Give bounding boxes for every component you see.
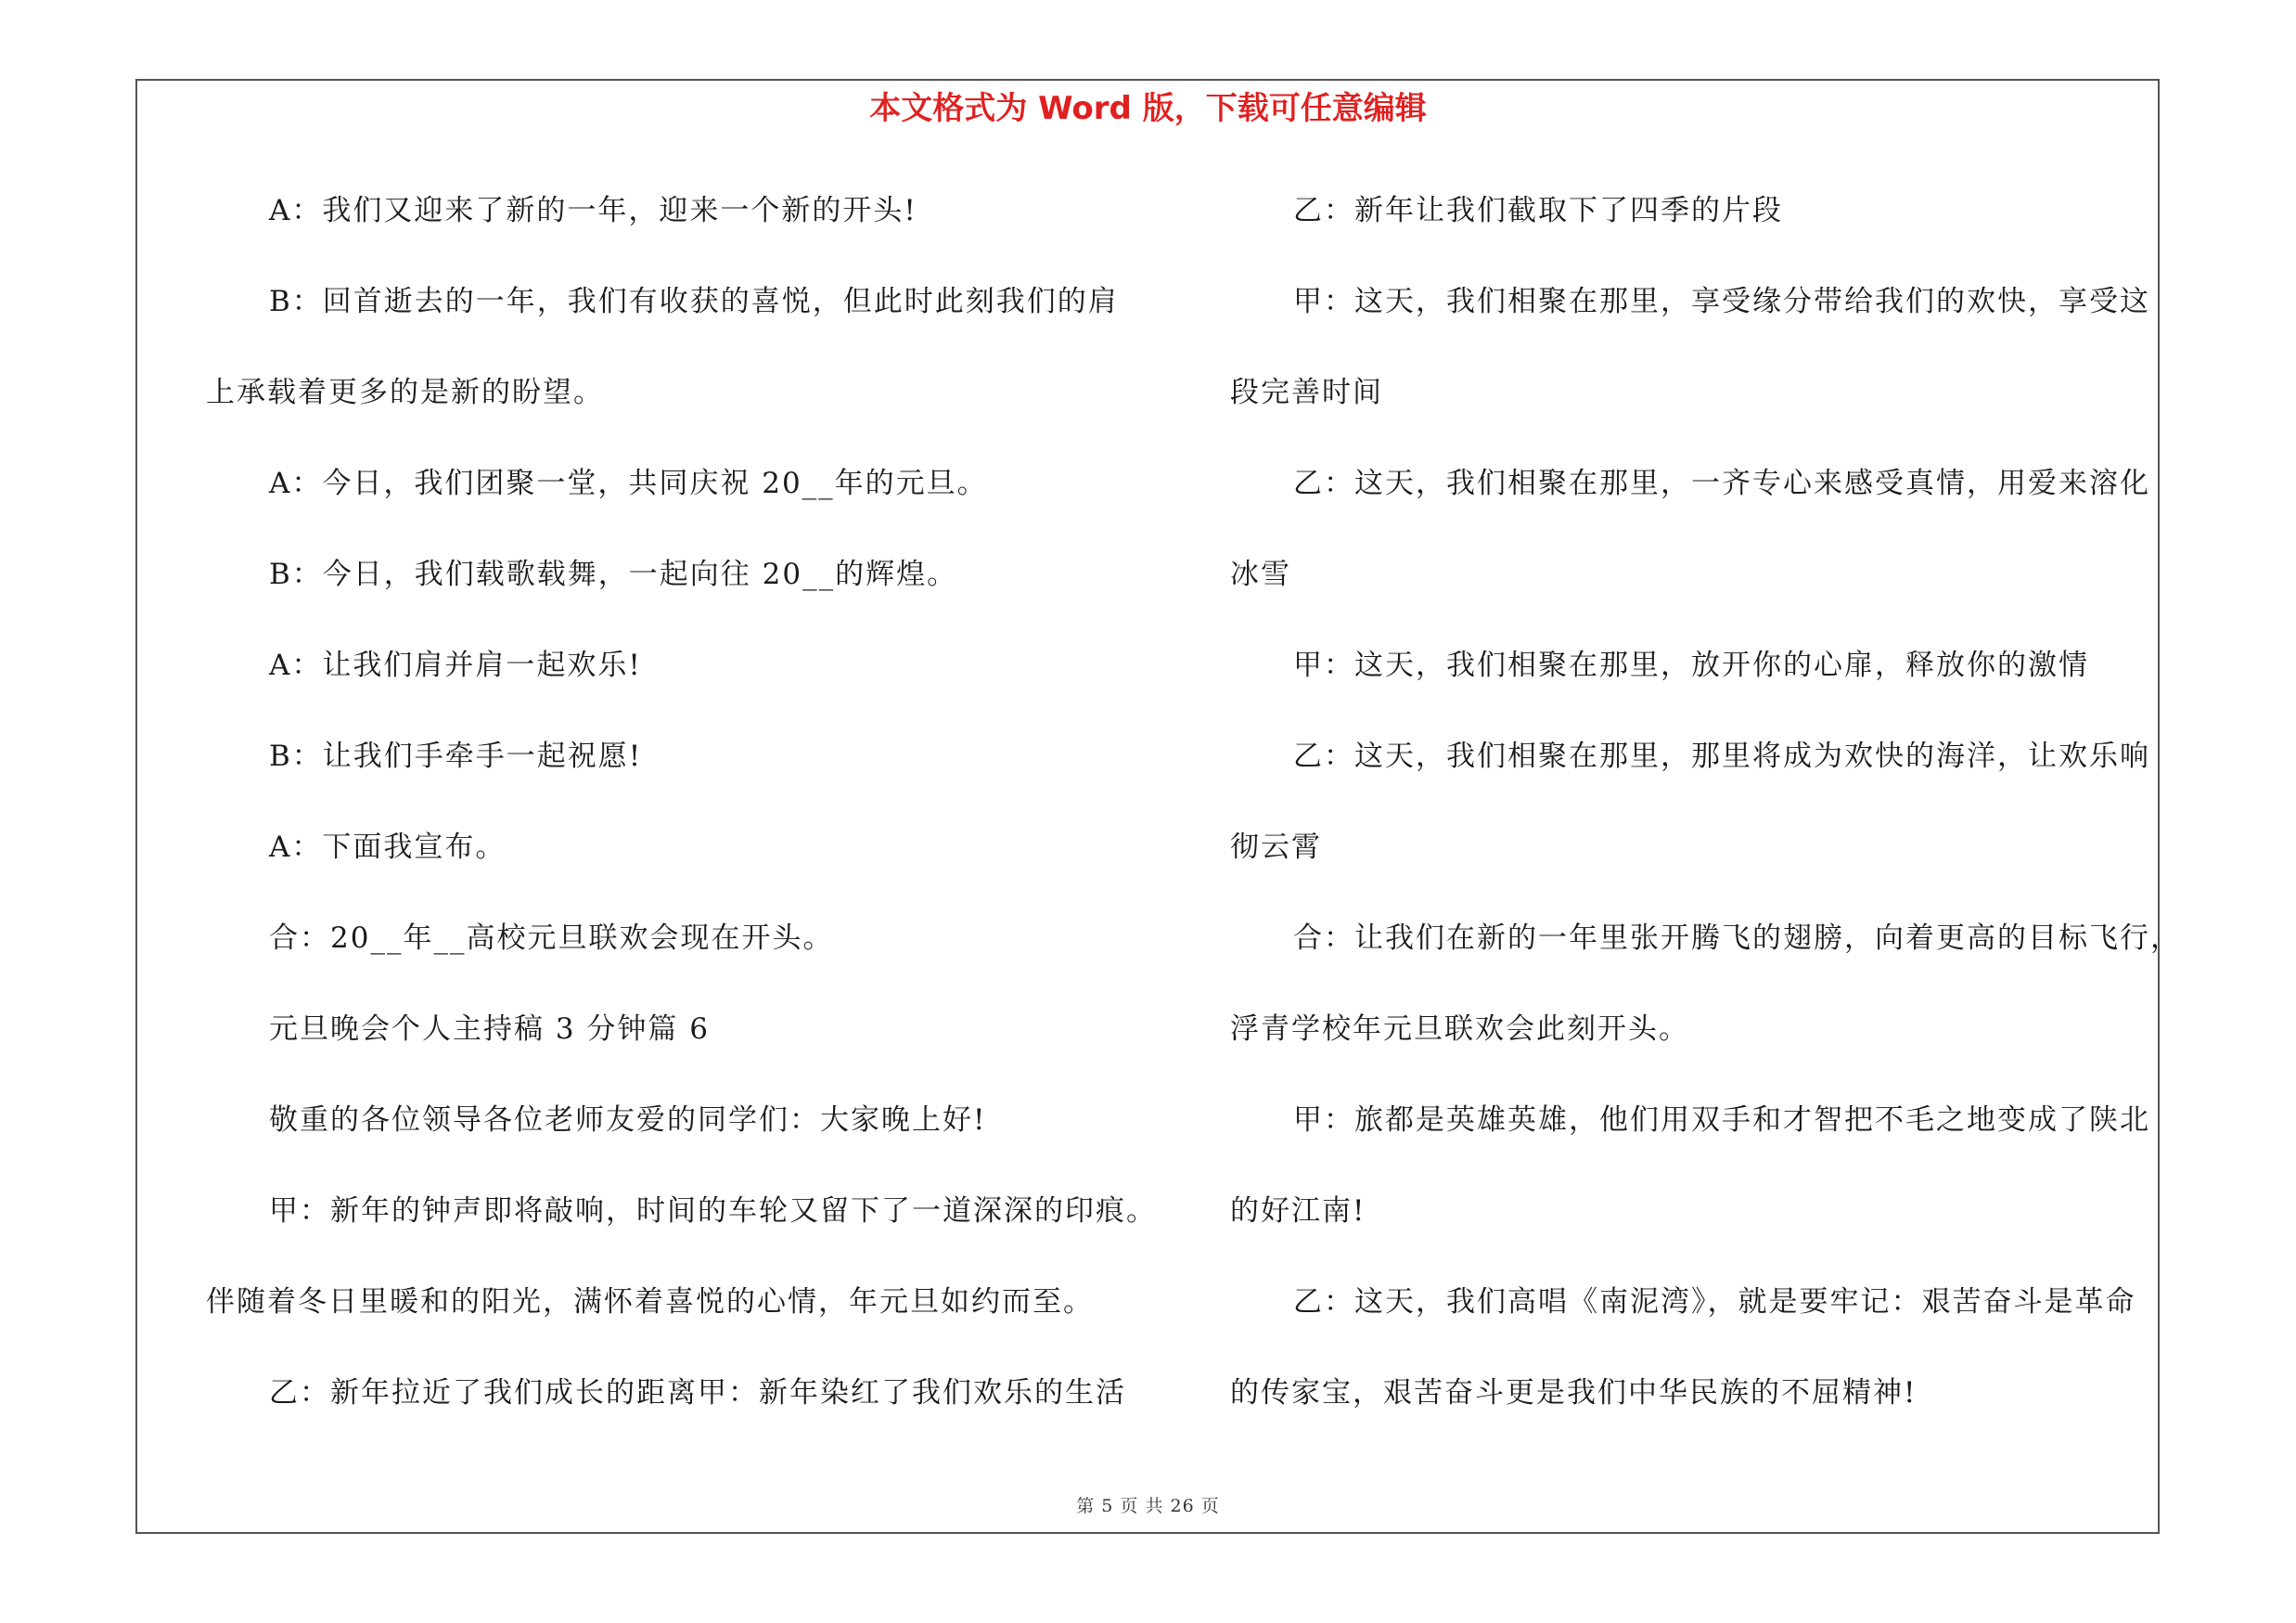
paragraph-line: A：今日，我们团聚一堂，共同庆祝 20__年的元旦。	[269, 467, 988, 500]
paragraph-line: B：回首逝去的一年，我们有收获的喜悦，但此时此刻我们的肩	[269, 285, 1119, 318]
left-column	[206, 184, 1157, 1457]
paragraph-line: 彻云霄	[1230, 831, 1322, 864]
paragraph-line: 甲：这天，我们相聚在那里，享受缘分带给我们的欢快，享受这	[1293, 285, 2150, 318]
paragraph-line: A：让我们肩并肩一起欢乐!	[269, 649, 642, 682]
paragraph-line: 上承载着更多的是新的盼望。	[206, 376, 604, 409]
page-number-footer: 第 5 页 共 26 页	[1076, 1496, 1220, 1516]
paragraph-line: 乙：这天，我们相聚在那里，一齐专心来感受真情，用爱来溶化	[1293, 467, 2150, 500]
paragraph-line: 甲：这天，我们相聚在那里，放开你的心扉，释放你的激情	[1293, 649, 2089, 682]
word-format-banner: 本文格式为 Word 版，下载可任意编辑	[869, 90, 1427, 127]
paragraph-line: 乙：这天，我们相聚在那里，那里将成为欢快的海洋，让欢乐响	[1293, 740, 2150, 773]
right-column	[1230, 184, 2181, 1457]
section-heading: 元旦晚会个人主持稿 3 分钟篇 6	[269, 1012, 711, 1046]
paragraph-line: 甲：旅都是英雄英雄，他们用双手和才智把不毛之地变成了陕北	[1293, 1103, 2150, 1137]
paragraph-line: B：让我们手牵手一起祝愿!	[269, 740, 643, 773]
paragraph-line: 乙：新年拉近了我们成长的距离甲：新年染红了我们欢乐的生活	[269, 1376, 1126, 1410]
paragraph-line: 伴随着冬日里暖和的阳光，满怀着喜悦的心情，年元旦如约而至。	[206, 1285, 1094, 1319]
paragraph-line: 敬重的各位领导各位老师友爱的同学们：大家晚上好!	[269, 1103, 987, 1137]
paragraph-line: A：下面我宣布。	[269, 831, 507, 864]
paragraph-line: 浮青学校年元旦联欢会此刻开头。	[1230, 1012, 1689, 1046]
paragraph-line: 段完善时间	[1230, 376, 1383, 409]
paragraph-line: 乙：这天，我们高唱《南泥湾》，就是要牢记：艰苦奋斗是革命	[1293, 1285, 2136, 1319]
paragraph-line: 甲：新年的钟声即将敲响，时间的车轮又留下了一道深深的印痕。	[269, 1194, 1157, 1228]
paragraph-line: 的好江南!	[1230, 1194, 1366, 1228]
paragraph-line: A：我们又迎来了新的一年，迎来一个新的开头!	[269, 194, 917, 227]
paragraph-line: 乙：新年让我们截取下了四季的片段	[1293, 194, 1783, 227]
paragraph-line: 冰雪	[1230, 558, 1291, 591]
paragraph-line: 合：让我们在新的一年里张开腾飞的翅膀，向着更高的目标飞行，	[1293, 921, 2181, 955]
paragraph-line: B：今日，我们载歌载舞，一起向往 20__的辉煌。	[269, 558, 958, 591]
paragraph-line: 的传家宝，艰苦奋斗更是我们中华民族的不屈精神!	[1230, 1376, 1918, 1410]
paragraph-line: 合：20__年__高校元旦联欢会现在开头。	[269, 921, 834, 955]
